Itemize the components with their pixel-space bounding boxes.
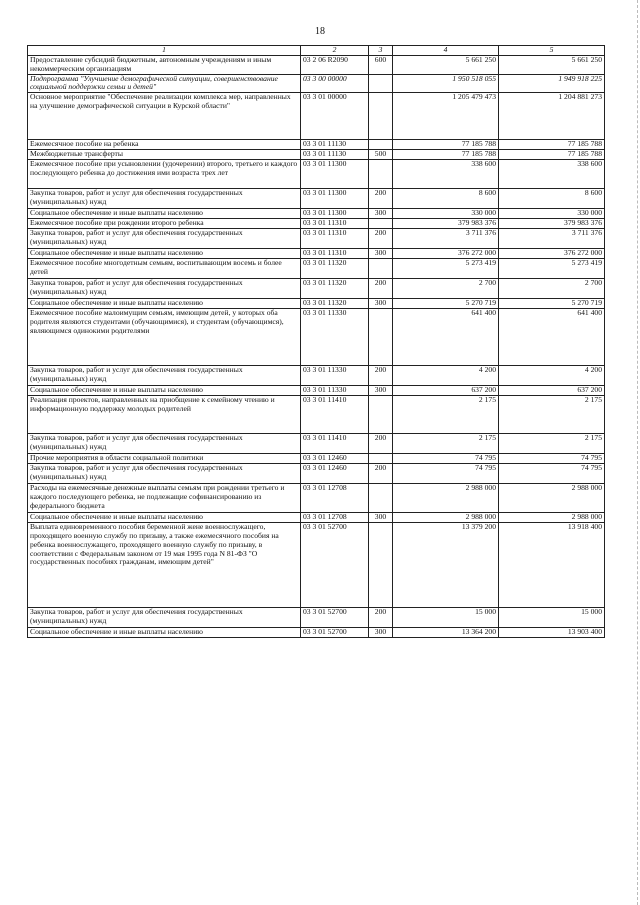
- table-row: [28, 396, 605, 434]
- row-value-2024: 13 903 400: [499, 628, 605, 638]
- page-number: 18: [315, 26, 325, 37]
- row-value-2023: 2 175: [393, 434, 499, 454]
- row-code: 03 2 06 R2090: [301, 56, 369, 75]
- table-row: [28, 249, 605, 259]
- row-value-2023: 13 364 200: [393, 628, 499, 638]
- row-value-2023: 74 795: [393, 464, 499, 484]
- row-value-2024: 1 204 881 273: [499, 93, 605, 140]
- row-value-2023: 15 000: [393, 608, 499, 628]
- header-col-1: 1: [28, 46, 301, 56]
- row-value-2024: 74 795: [499, 464, 605, 484]
- table-row: [28, 366, 605, 386]
- table-row: [28, 513, 605, 523]
- row-code: 03 3 01 11320: [301, 279, 369, 299]
- row-name: Прочие мероприятия в области социальной политики: [28, 454, 301, 464]
- row-expense-type: 300: [369, 249, 393, 259]
- row-value-2023: 77 185 788: [393, 150, 499, 160]
- row-expense-type: 600: [369, 56, 393, 75]
- row-code: 03 3 01 11310: [301, 219, 369, 229]
- row-value-2023: 2 988 000: [393, 513, 499, 523]
- row-expense-type: 500: [369, 150, 393, 160]
- table-row: [28, 464, 605, 484]
- row-name: Выплата единовременного пособия беременной жене военнослужащего, проходящего военную службу по призыву, а также ежемесячного пособия на ребенка военнослужащего, проходящего военную службу по призыву, в соответствии с Федеральным законом от 19 мая 1995 года N 81-ФЗ "О государственных пособиях гражданам, имеющим детей": [28, 523, 301, 608]
- row-code: 03 3 01 11410: [301, 396, 369, 434]
- row-code: 03 3 01 11410: [301, 434, 369, 454]
- table-row: [28, 608, 605, 628]
- row-expense-type: [369, 523, 393, 608]
- row-name: Социальное обеспечение и иные выплаты населению: [28, 299, 301, 309]
- row-expense-type: [369, 140, 393, 150]
- row-name: Закупка товаров, работ и услуг для обеспечения государственных (муниципальных) нужд: [28, 434, 301, 454]
- row-name: Ежемесячное пособие при рождении второго ребенка: [28, 219, 301, 229]
- row-value-2023: 379 983 376: [393, 219, 499, 229]
- row-value-2023: 74 795: [393, 454, 499, 464]
- row-code: 03 3 01 12708: [301, 513, 369, 523]
- row-name: Ежемесячное пособие при усыновлении (удочерении) второго, третьего и каждого последующего ребенка до достижения ими возраста трех лет: [28, 160, 301, 189]
- row-name: Закупка товаров, работ и услуг для обеспечения государственных (муниципальных) нужд: [28, 279, 301, 299]
- table-header-row: [28, 46, 605, 56]
- row-code: 03 3 01 52700: [301, 628, 369, 638]
- row-value-2024: 74 795: [499, 454, 605, 464]
- row-code: 03 3 01 11300: [301, 209, 369, 219]
- row-name: Закупка товаров, работ и услуг для обеспечения государственных (муниципальных) нужд: [28, 608, 301, 628]
- row-value-2023: 77 185 788: [393, 140, 499, 150]
- header-col-3: 3: [369, 46, 393, 56]
- table-row: [28, 229, 605, 249]
- row-value-2023: 3 711 376: [393, 229, 499, 249]
- row-expense-type: 300: [369, 513, 393, 523]
- row-expense-type: 300: [369, 628, 393, 638]
- row-code: 03 3 01 12460: [301, 454, 369, 464]
- row-name: Ежемесячное пособие на ребенка: [28, 140, 301, 150]
- row-name: Социальное обеспечение и иные выплаты населению: [28, 628, 301, 638]
- table-row: [28, 140, 605, 150]
- row-value-2024: 376 272 000: [499, 249, 605, 259]
- row-value-2023: 330 000: [393, 209, 499, 219]
- table-row: [28, 189, 605, 209]
- row-name: Социальное обеспечение и иные выплаты населению: [28, 513, 301, 523]
- row-expense-type: [369, 396, 393, 434]
- row-name: Предоставление субсидий бюджетным, автономным учреждениям и иным некоммерческим организациям: [28, 56, 301, 75]
- row-value-2023: 1 950 518 055: [393, 74, 499, 93]
- row-expense-type: 200: [369, 229, 393, 249]
- row-expense-type: [369, 309, 393, 366]
- row-name: Социальное обеспечение и иные выплаты населению: [28, 249, 301, 259]
- row-value-2023: 8 600: [393, 189, 499, 209]
- row-code: 03 3 01 11330: [301, 309, 369, 366]
- row-value-2023: 13 379 200: [393, 523, 499, 608]
- row-code: 03 3 01 11320: [301, 299, 369, 309]
- table-row: [28, 309, 605, 366]
- row-value-2024: 641 400: [499, 309, 605, 366]
- row-value-2024: 3 711 376: [499, 229, 605, 249]
- row-code: 03 3 01 12460: [301, 464, 369, 484]
- row-value-2024: 2 175: [499, 434, 605, 454]
- table-row: [28, 209, 605, 219]
- row-code: 03 3 00 00000: [301, 74, 369, 93]
- row-expense-type: 200: [369, 189, 393, 209]
- row-value-2023: 5 661 250: [393, 56, 499, 75]
- table-row: [28, 454, 605, 464]
- table-row: [28, 93, 605, 140]
- row-value-2024: 2 988 000: [499, 513, 605, 523]
- table-row: [28, 628, 605, 638]
- row-expense-type: 200: [369, 464, 393, 484]
- row-expense-type: 200: [369, 608, 393, 628]
- row-value-2024: 2 988 000: [499, 484, 605, 513]
- row-value-2024: 379 983 376: [499, 219, 605, 229]
- row-name: Межбюджетные трансферты: [28, 150, 301, 160]
- row-value-2024: 330 000: [499, 209, 605, 219]
- table-row: [28, 434, 605, 454]
- row-code: 03 3 01 00000: [301, 93, 369, 140]
- row-value-2024: 4 200: [499, 366, 605, 386]
- row-code: 03 3 01 11130: [301, 150, 369, 160]
- row-value-2023: 641 400: [393, 309, 499, 366]
- row-value-2023: 376 272 000: [393, 249, 499, 259]
- row-name: Подпрограмма "Улучшение демографической ситуации, совершенствование социальной поддержки семьи и детей": [28, 74, 301, 93]
- row-value-2024: 5 270 719: [499, 299, 605, 309]
- table-row: [28, 259, 605, 279]
- row-expense-type: [369, 74, 393, 93]
- row-expense-type: 300: [369, 209, 393, 219]
- row-name: Ежемесячное пособие малоимущим семьям, имеющим детей, у которых оба родителя являются студентами (обучающимися), и студентам (обучающимся), являющимся одинокими родителями: [28, 309, 301, 366]
- table-row: [28, 386, 605, 396]
- row-name: Основное мероприятие "Обеспечение реализации комплекса мер, направленных на улучшение демографической ситуации в Курской области": [28, 93, 301, 140]
- row-value-2023: 2 988 000: [393, 484, 499, 513]
- row-name: Реализация проектов, направленных на приобщение к семейному чтению и информационную поддержку молодых родителей: [28, 396, 301, 434]
- row-value-2024: 13 918 400: [499, 523, 605, 608]
- row-value-2023: 637 200: [393, 386, 499, 396]
- row-name: Закупка товаров, работ и услуг для обеспечения государственных (муниципальных) нужд: [28, 189, 301, 209]
- table-row: [28, 484, 605, 513]
- row-value-2024: 637 200: [499, 386, 605, 396]
- row-value-2023: 5 273 419: [393, 259, 499, 279]
- row-value-2024: 8 600: [499, 189, 605, 209]
- row-value-2023: 2 175: [393, 396, 499, 434]
- row-value-2024: 2 700: [499, 279, 605, 299]
- table-row: [28, 299, 605, 309]
- row-value-2023: 4 200: [393, 366, 499, 386]
- budget-table: [27, 45, 605, 638]
- row-code: 03 3 01 11300: [301, 189, 369, 209]
- row-expense-type: [369, 93, 393, 140]
- table-row: [28, 56, 605, 75]
- row-name: Социальное обеспечение и иные выплаты населению: [28, 386, 301, 396]
- table-row: [28, 523, 605, 608]
- row-value-2023: 338 600: [393, 160, 499, 189]
- row-value-2024: 5 661 250: [499, 56, 605, 75]
- row-value-2024: 77 185 788: [499, 140, 605, 150]
- row-value-2023: 1 205 479 473: [393, 93, 499, 140]
- row-expense-type: [369, 160, 393, 189]
- page-edge-divider: [636, 0, 638, 905]
- row-expense-type: [369, 259, 393, 279]
- row-name: Закупка товаров, работ и услуг для обеспечения государственных (муниципальных) нужд: [28, 229, 301, 249]
- row-code: 03 3 01 52700: [301, 523, 369, 608]
- row-code: 03 3 01 11310: [301, 229, 369, 249]
- row-expense-type: 300: [369, 299, 393, 309]
- row-code: 03 3 01 11330: [301, 386, 369, 396]
- row-name: Социальное обеспечение и иные выплаты населению: [28, 209, 301, 219]
- row-expense-type: [369, 484, 393, 513]
- row-value-2023: 5 270 719: [393, 299, 499, 309]
- row-expense-type: 200: [369, 279, 393, 299]
- row-code: 03 3 01 11320: [301, 259, 369, 279]
- row-expense-type: 300: [369, 386, 393, 396]
- row-value-2024: 5 273 419: [499, 259, 605, 279]
- row-code: 03 3 01 52700: [301, 608, 369, 628]
- row-name: Расходы на ежемесячные денежные выплаты семьям при рождении третьего и каждого последующего ребенка, не подлежащие софинансированию из федерального бюджета: [28, 484, 301, 513]
- table-row: [28, 279, 605, 299]
- row-code: 03 3 01 11310: [301, 249, 369, 259]
- row-value-2024: 2 175: [499, 396, 605, 434]
- row-code: 03 3 01 12708: [301, 484, 369, 513]
- table-row: [28, 74, 605, 93]
- row-expense-type: 200: [369, 434, 393, 454]
- row-name: Ежемесячное пособие многодетным семьям, воспитывающим восемь и более детей: [28, 259, 301, 279]
- row-value-2024: 1 949 918 225: [499, 74, 605, 93]
- row-expense-type: [369, 454, 393, 464]
- row-value-2023: 2 700: [393, 279, 499, 299]
- table-row: [28, 219, 605, 229]
- row-value-2024: 15 000: [499, 608, 605, 628]
- row-name: Закупка товаров, работ и услуг для обеспечения государственных (муниципальных) нужд: [28, 464, 301, 484]
- row-code: 03 3 01 11300: [301, 160, 369, 189]
- row-name: Закупка товаров, работ и услуг для обеспечения государственных (муниципальных) нужд: [28, 366, 301, 386]
- row-code: 03 3 01 11130: [301, 140, 369, 150]
- header-col-4: 4: [393, 46, 499, 56]
- row-value-2024: 338 600: [499, 160, 605, 189]
- row-value-2024: 77 185 788: [499, 150, 605, 160]
- table-row: [28, 160, 605, 189]
- row-expense-type: 200: [369, 366, 393, 386]
- header-col-5: 5: [499, 46, 605, 56]
- header-col-2: 2: [301, 46, 369, 56]
- row-code: 03 3 01 11330: [301, 366, 369, 386]
- row-expense-type: [369, 219, 393, 229]
- table-row: [28, 150, 605, 160]
